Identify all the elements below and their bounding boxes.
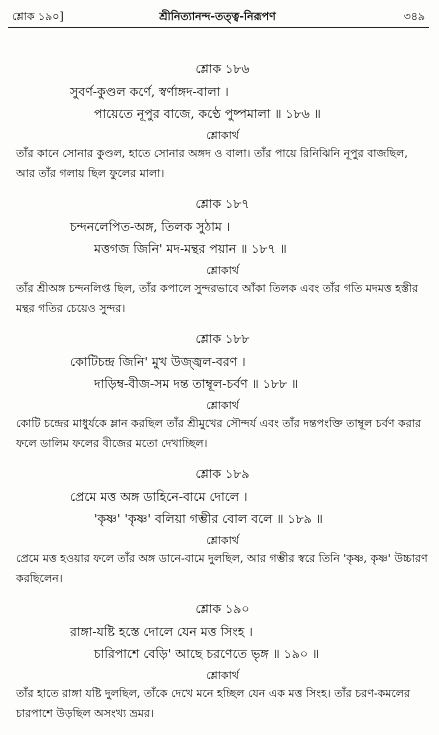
verse-line: সুবর্ণ-কুণ্ডল কর্ণে, স্বর্ণাঙ্গদ-বালা ।: [70, 84, 229, 99]
verse-line: পায়েতে নূপুর বাজে, কণ্ঠে পুষ্পমালা ॥ ১৮৬ ॥: [94, 106, 321, 121]
verse-section: [16, 60, 429, 184]
verse-line: চন্দনলেপিত-অঙ্গ, তিলক সুঠাম ।: [70, 219, 231, 234]
verse-line: কোটিচন্দ্র জিনি' মুখ উজ্জ্বল-বরণ ।: [70, 354, 246, 369]
meaning-heading: শ্লোকার্থ: [206, 264, 239, 277]
meaning-heading: শ্লোকার্থ: [206, 129, 239, 142]
meaning-text: তাঁর কানে সোনার কুণ্ডল, হাতে সোনার অঙ্গদ ও বালা। তাঁর পায়ে রিনিঝিনি নূপুর বাজছিল, আর তাঁর গলায় ছিল ফুলের মালা।: [16, 147, 408, 180]
verse-line: দাড়িম্ব-বীজ-সম দন্ত তাম্বূল-চর্বণ ॥ ১৮৮ ॥: [94, 376, 299, 391]
verse-line: মত্তগজ জিনি' মদ-মন্থর পয়ান ॥ ১৮৭ ॥: [94, 241, 287, 256]
page-number: ৩৪৯: [403, 10, 425, 23]
header-verse-range: শ্লোক ১৯০]: [12, 10, 64, 23]
verse-line: চারিপাশে বেড়ি' আছে চরণেতে ভৃঙ্গ ॥ ১৯০ ॥: [94, 646, 320, 661]
verse-line: প্রেমে মত্ত অঙ্গ ডাহিনে-বামে দোলে ।: [70, 489, 248, 504]
verse-section: [16, 195, 429, 319]
meaning-text: কোটি চন্দ্রের মাধুর্যকে ম্লান করছিল তাঁর শ্রীমুখের সৌন্দর্য এবং তাঁর দন্তপংক্তি তাম্বূল চর্বণ করার ফলে ডালিম ফলের বীজের মতো দেখাচ্ছিল।: [16, 417, 421, 450]
verse-heading: শ্লোক ১৮৭: [195, 196, 250, 211]
verse-line: 'কৃষ্ণ' 'কৃষ্ণ' বলিয়া গম্ভীর বোল বলে ॥ ১৮৯ ॥: [94, 511, 323, 526]
verse-section: [16, 600, 429, 724]
meaning-heading: শ্লোকার্থ: [206, 534, 239, 547]
verse-section: [16, 465, 429, 589]
meaning-text: প্রেমে মত্ত হওয়ার ফলে তাঁর অঙ্গ ডানে-বামে দুলছিল, আর গম্ভীর স্বরে তিনি 'কৃষ্ণ, কৃষ্ণ' উচ্চারণ করছিলেন।: [16, 552, 428, 585]
meaning-text: তাঁর শ্রীঅঙ্গ চন্দনলিপ্ত ছিল, তাঁর কপালে সুন্দরভাবে আঁকা তিলক এবং তাঁর গতি মদমত্ত হস্তীর মন্থর গতির চেয়েও সুন্দর।: [16, 282, 419, 315]
verse-heading: শ্লোক ১৮৬: [195, 61, 250, 76]
verse-line: রাঙ্গা-যষ্টি হস্তে দোলে যেন মত্ত সিংহ ।: [70, 624, 253, 639]
verse-section: [16, 330, 429, 454]
verse-heading: শ্লোক ১৯০: [195, 601, 250, 616]
verse-heading: শ্লোক ১৮৯: [195, 466, 250, 481]
header-chapter-title: শ্রীনিত্যানন্দ-তত্ত্ব-নিরূপণ: [159, 10, 276, 23]
page-body: [16, 60, 429, 735]
meaning-text: তাঁর হাতে রাঙ্গা যষ্টি দুলছিল, তাঁকে দেখে মনে হচ্ছিল যেন এক মত্ত সিংহ। তাঁর চরণ-কমলের চারপাশে উড়ছিল অসংখ্য ভ্রমর।: [16, 687, 411, 720]
header-rule: [8, 27, 429, 28]
verse-heading: শ্লোক ১৮৮: [195, 331, 250, 346]
meaning-heading: শ্লোকার্থ: [206, 669, 239, 682]
meaning-heading: শ্লোকার্থ: [206, 399, 239, 412]
